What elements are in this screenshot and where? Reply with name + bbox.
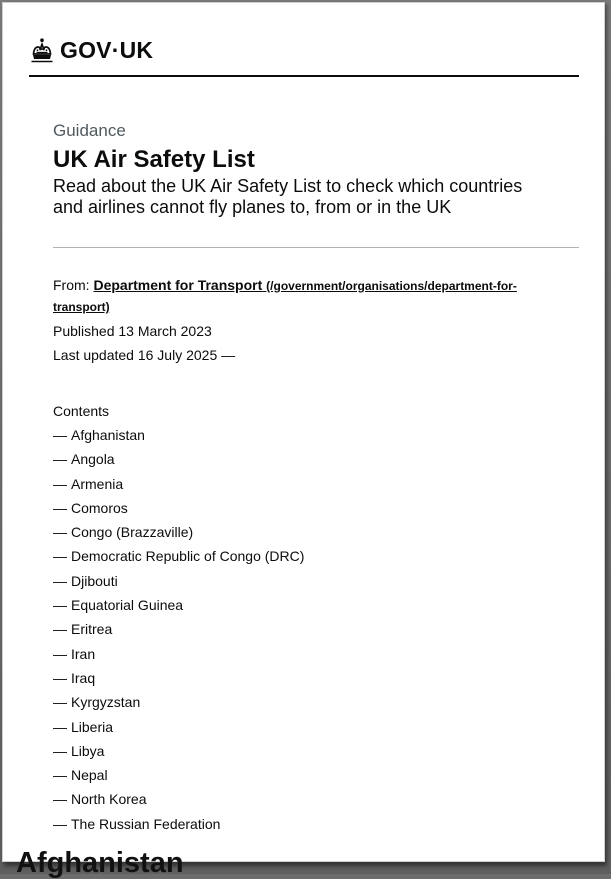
contents-item[interactable] — [53, 595, 579, 615]
contents-item[interactable] — [53, 644, 579, 664]
dash-marker: — — [53, 524, 67, 541]
dash-marker: — — [53, 427, 67, 443]
last-updated-date: Last updated 16 July 2025 — — [53, 347, 236, 363]
contents-heading: Contents — [53, 403, 110, 419]
contents-item-label: Comoros — [71, 499, 128, 516]
contents-item[interactable] — [53, 717, 579, 737]
contents-item[interactable] — [53, 546, 579, 566]
from-label: From: — [53, 277, 90, 293]
department-link-path: (/government/organisations/department-for-transport) — [53, 279, 517, 314]
dash-marker: — — [53, 791, 67, 808]
published-date: Published 13 March 2023 — [53, 323, 212, 339]
contents-item-label: Afghanistan — [71, 427, 145, 443]
contents-item-label: Democratic Republic of Congo (DRC) — [71, 548, 305, 565]
document-type: Guidance — [53, 121, 126, 140]
document-metadata — [53, 275, 579, 365]
document-content — [53, 121, 579, 838]
contents-item-label: Liberia — [71, 718, 114, 735]
contents-item-label: Congo (Brazzaville) — [71, 524, 194, 541]
document-page — [2, 2, 605, 862]
contents-item[interactable] — [53, 571, 579, 591]
crown-icon — [29, 37, 55, 63]
dash-marker: — — [53, 815, 67, 832]
dash-marker: — — [53, 475, 67, 492]
contents-item-label: Eritrea — [71, 621, 113, 638]
dash-marker: — — [53, 572, 67, 589]
dash-marker: — — [53, 548, 67, 565]
lead-paragraph: Read about the UK Air Safety List to check which countries and airlines cannot fly planes to, from or in the UK — [53, 176, 523, 217]
dash-marker: — — [53, 767, 67, 784]
from-line — [53, 275, 551, 317]
contents-item-label: The Russian Federation — [71, 815, 221, 832]
contents-item[interactable] — [53, 789, 579, 809]
contents-item-label: Djibouti — [71, 572, 118, 589]
contents-item-label: Kyrgyzstan — [71, 694, 141, 711]
contents-item[interactable] — [53, 765, 579, 785]
department-link[interactable] — [53, 277, 517, 314]
contents-item[interactable] — [53, 741, 579, 761]
dash-marker: — — [53, 499, 67, 516]
dash-marker: — — [53, 694, 67, 711]
dash-marker: — — [53, 597, 67, 614]
contents-item-label: Libya — [71, 742, 105, 759]
govuk-logotype: GOV·UK — [60, 37, 154, 63]
dash-marker: — — [53, 742, 67, 759]
page-title: UK Air Safety List — [53, 146, 255, 173]
contents-item[interactable] — [53, 498, 579, 518]
dash-marker: — — [53, 669, 67, 686]
contents-item-label: Equatorial Guinea — [71, 597, 184, 614]
contents-item[interactable] — [53, 449, 579, 469]
contents-item[interactable] — [53, 474, 579, 494]
next-page-heading-preview: Afghanistan — [16, 847, 184, 879]
contents-item[interactable] — [53, 692, 579, 712]
contents-item-label: Iran — [71, 645, 96, 662]
contents-item-label: Armenia — [71, 475, 124, 492]
dash-marker: — — [53, 718, 67, 735]
govuk-header — [29, 37, 579, 77]
dash-marker: — — [53, 451, 67, 468]
contents-item-label: North Korea — [71, 791, 147, 808]
dash-marker: — — [53, 621, 67, 638]
contents-item[interactable] — [53, 668, 579, 688]
contents-item[interactable] — [53, 522, 579, 542]
contents-item-label: Angola — [71, 451, 115, 468]
section-divider — [53, 247, 579, 248]
dash-marker: — — [53, 645, 67, 662]
contents-item-label: Iraq — [71, 669, 96, 686]
contents-item[interactable] — [53, 619, 579, 639]
contents-item-label: Nepal — [71, 767, 108, 784]
contents-item[interactable] — [53, 425, 579, 445]
department-link-text: Department for Transport — [93, 277, 263, 293]
contents-list — [53, 425, 579, 834]
govuk-logo-link[interactable] — [29, 37, 579, 63]
contents-item[interactable] — [53, 814, 579, 834]
